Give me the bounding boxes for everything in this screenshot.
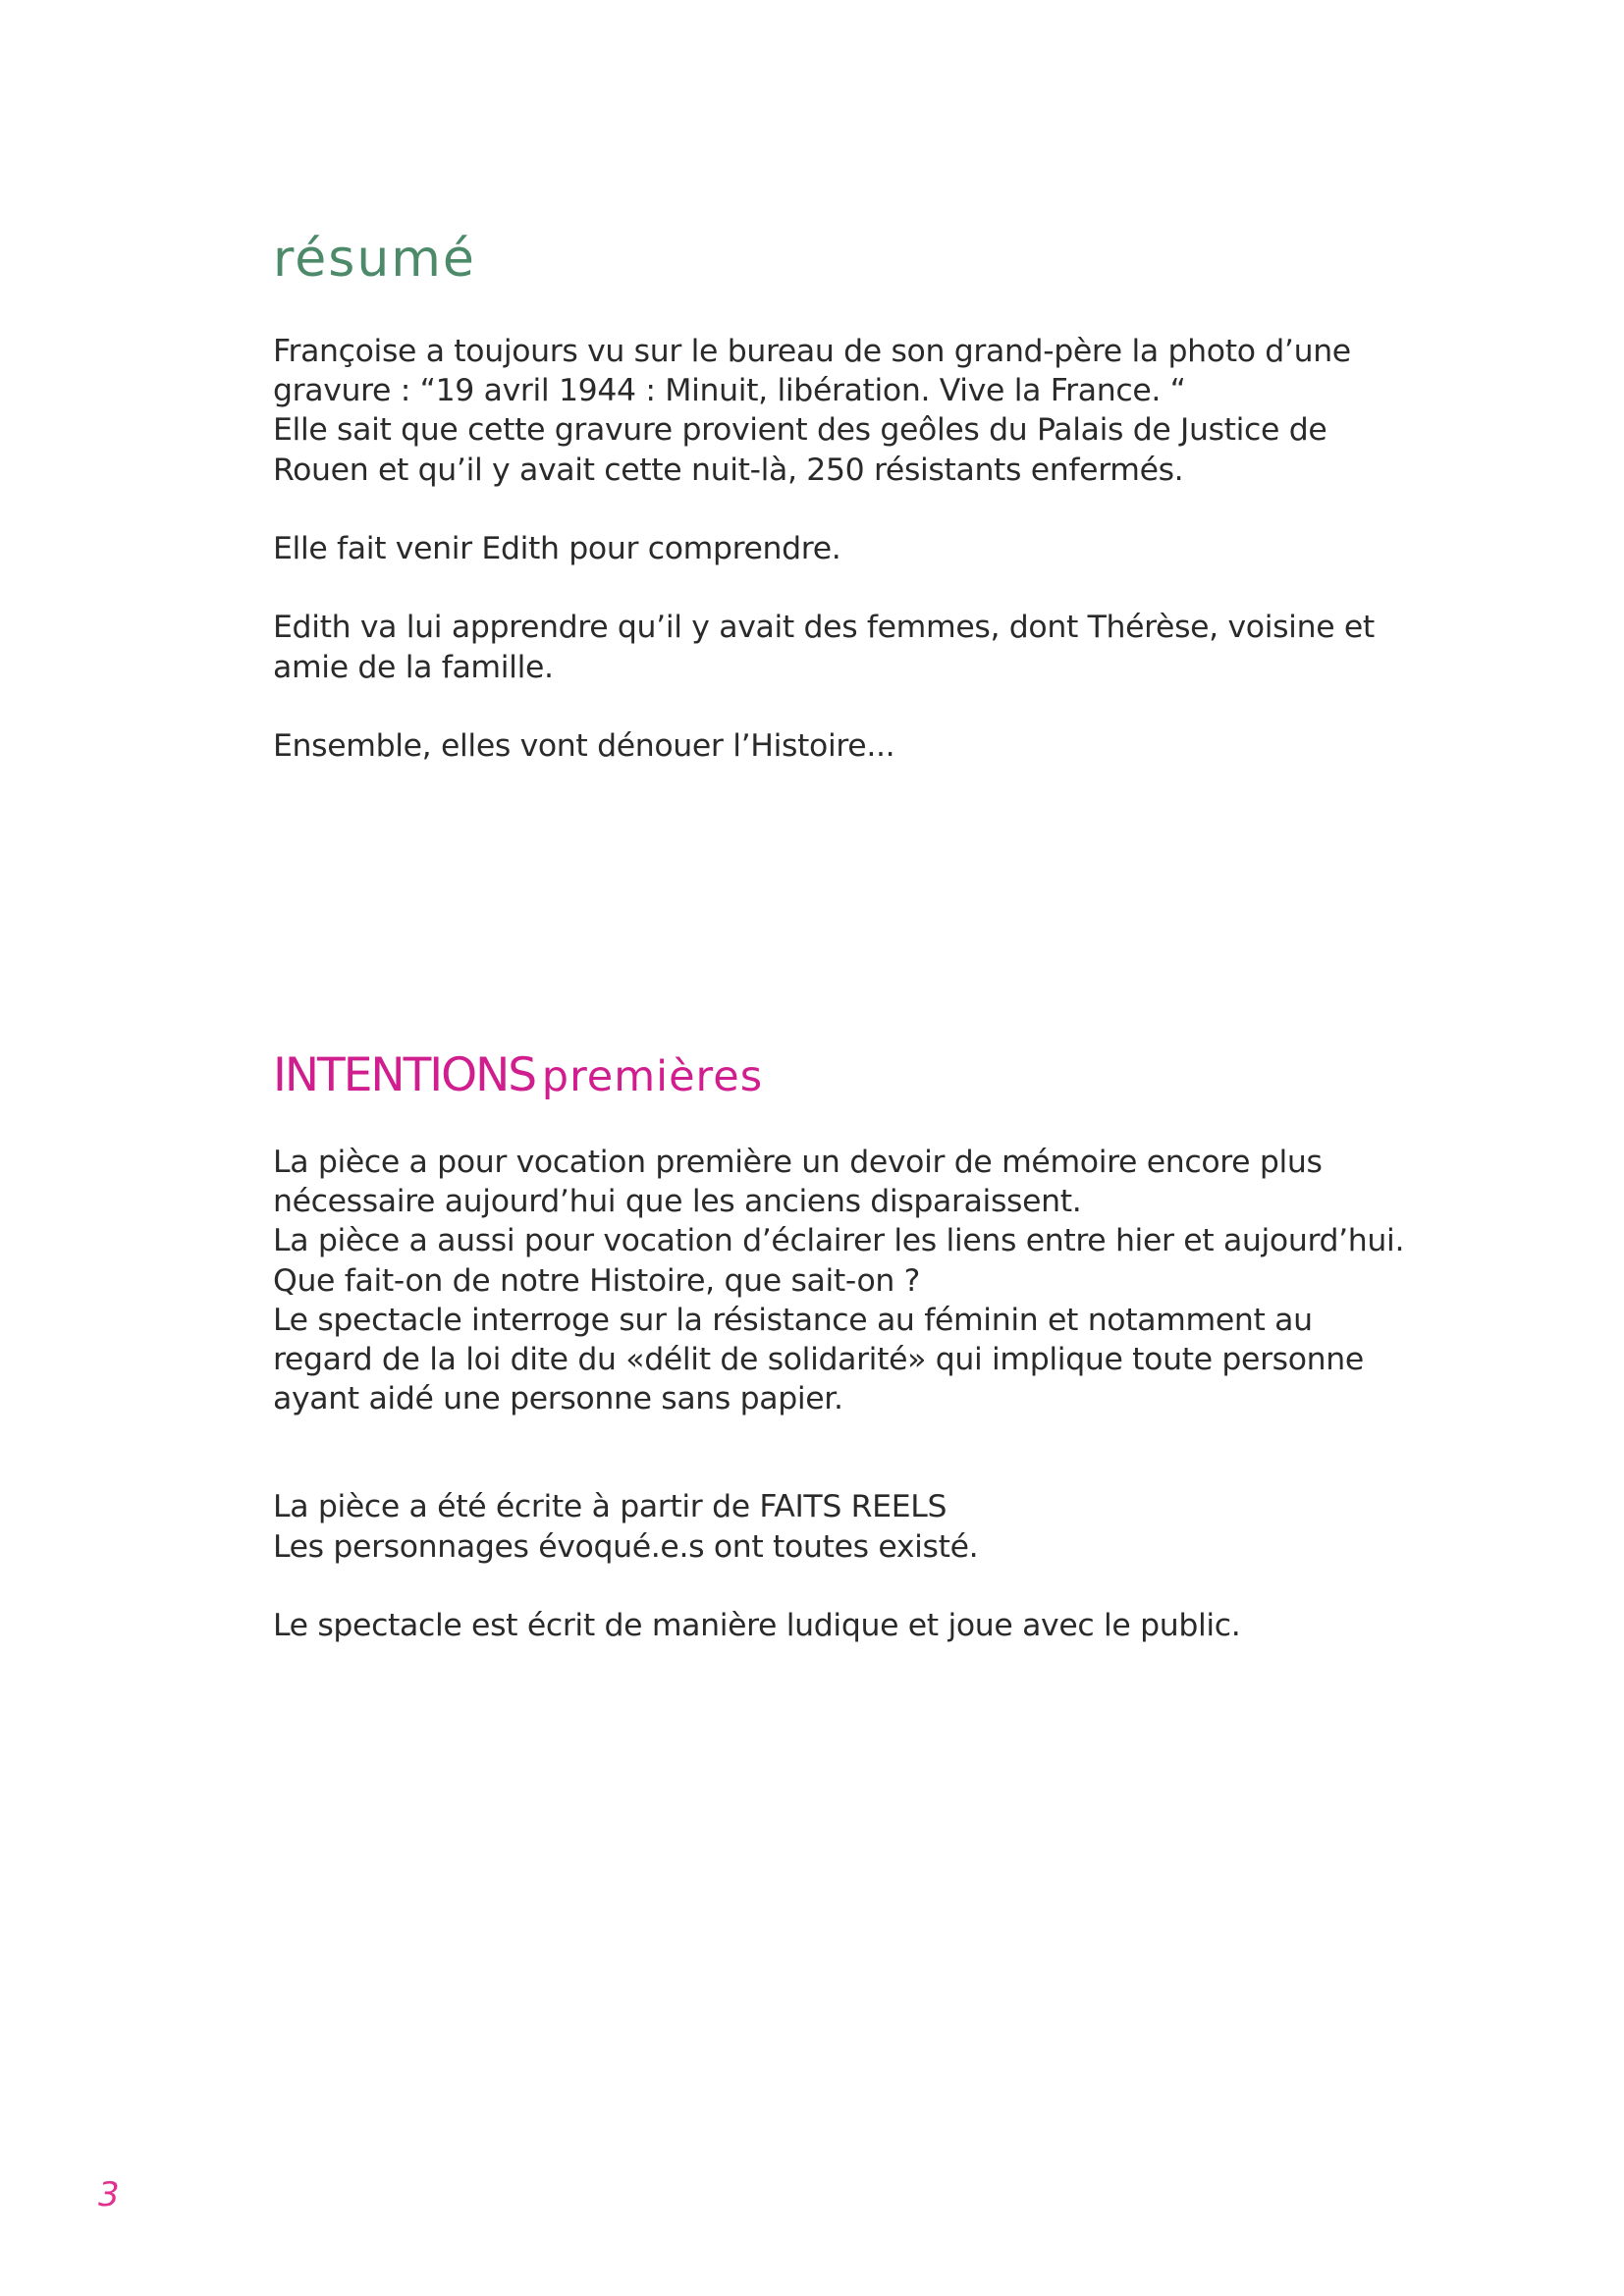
page-number: 3 — [98, 2175, 120, 2215]
intentions-line: ayant aidé une personne sans papier. — [273, 1381, 843, 1417]
intentions-line: La pièce a été écrite à partir de FAITS REELS — [273, 1489, 947, 1525]
intentions-line: Les personnages évoqué.e.s ont toutes existé. — [273, 1528, 979, 1565]
resume-body — [273, 332, 1373, 766]
resume-heading: résumé — [273, 230, 476, 289]
intentions-line: La pièce a aussi pour vocation d’éclairer les liens entre hier et aujourd’hui. — [273, 1223, 1405, 1259]
intentions-body — [273, 1143, 1405, 1645]
intentions-heading-caps: INTENTIONS — [273, 1048, 536, 1102]
resume-line: amie de la famille. — [273, 649, 554, 685]
intentions-line: La pièce a pour vocation première un devoir de mémoire encore plus — [273, 1145, 1323, 1180]
resume-line: Elle fait venir Edith pour comprendre. — [273, 531, 841, 566]
resume-line: Ensemble, elles vont dénouer l’Histoire... — [273, 727, 895, 764]
intentions-line: nécessaire aujourd’hui que les anciens disparaissent. — [273, 1184, 1082, 1220]
intentions-line: Que fait-on de notre Histoire, que sait-on ? — [273, 1262, 921, 1299]
intentions-line: regard de la loi dite du «délit de solidarité» qui implique toute personne — [273, 1342, 1364, 1378]
intentions-heading — [273, 1048, 764, 1102]
intentions-line: Le spectacle est écrit de manière ludique et joue avec le public. — [273, 1608, 1241, 1644]
intentions-heading-lower: premières — [541, 1052, 764, 1101]
resume-line: Françoise a toujours vu sur le bureau de son grand-père la photo d’une — [273, 334, 1351, 369]
resume-line: gravure : “19 avril 1944 : Minuit, libération. Vive la France. “ — [273, 373, 1186, 409]
resume-line: Edith va lui apprendre qu’il y avait des femmes, dont Thérèse, voisine et — [273, 610, 1375, 646]
resume-line: Elle sait que cette gravure provient des geôles du Palais de Justice de — [273, 412, 1327, 449]
intentions-line: Le spectacle interroge sur la résistance au féminin et notamment au — [273, 1302, 1313, 1338]
resume-line: Rouen et qu’il y avait cette nuit-là, 250 résistants enfermés. — [273, 452, 1184, 488]
